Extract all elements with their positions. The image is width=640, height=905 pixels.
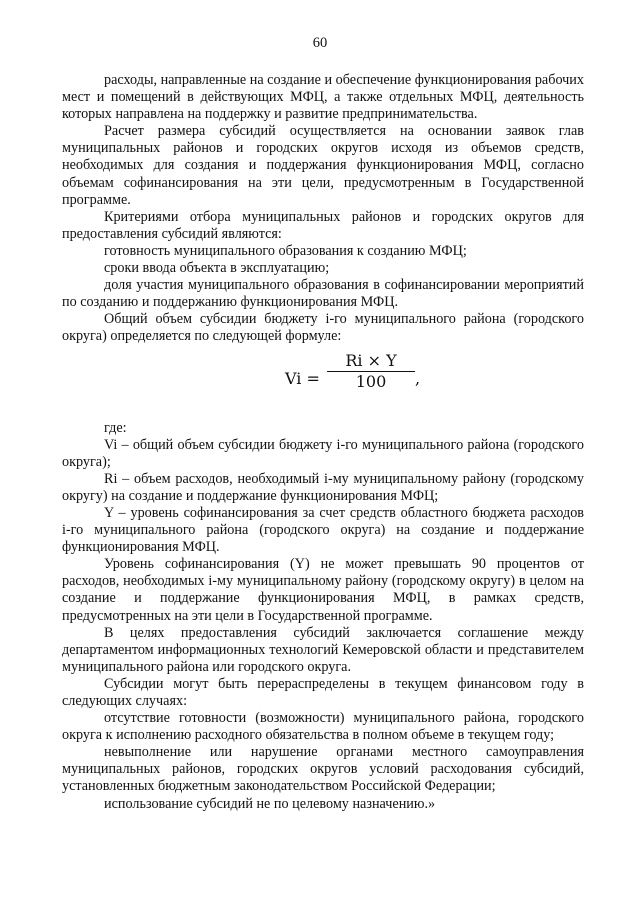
formula-lhs: Vi = — [285, 368, 320, 388]
subsidy-formula — [62, 346, 584, 420]
paragraph: Критериями отбора муниципальных районов и городских округов для предоставления субсидий являются: — [62, 208, 584, 242]
page-number: 60 — [312, 35, 328, 51]
paragraph: доля участия муниципального образования в софинансировании мероприятий по созданию и поддержанию функционирования МФЦ. — [62, 277, 584, 311]
paragraphs-after-formula — [62, 437, 584, 813]
paragraph: готовность муниципального образования к созданию МФЦ; — [104, 242, 467, 259]
paragraph: расходы, направленные на создание и обеспечение функционирования рабочих мест и помещений в действующих МФЦ, а также отдельных МФЦ, деятельность которых направлена на поддержку и развитие предпринимательства. — [62, 72, 584, 123]
where-label: где: — [104, 419, 127, 436]
formula-numerator: Ri × Y — [327, 352, 415, 372]
formula-denominator: 100 — [355, 371, 387, 391]
paragraph: Vi – общий объем субсидии бюджету i-го муниципального района (городского округа); — [62, 436, 584, 470]
formula-trailing: , — [415, 368, 421, 388]
paragraph: Расчет размера субсидий осуществляется на основании заявок глав муниципальных районов и городских округов исходя из объемов средств, необходимых для создания и поддержания функционирования МФЦ, согласно объемам софинансирования на эти цели, предусмотренным в Государственной программе. — [62, 123, 584, 208]
paragraph: использование субсидий не по целевому назначению.» — [104, 795, 436, 812]
paragraph: Уровень софинансирования (Y) не может превышать 90 процентов от расходов, необходимых i-му муниципальному району (городскому округу) в целом на создание и поддержание функционирования МФЦ, в рамках средств, предусмотренных на эти цели в Государственной программе. — [62, 556, 584, 624]
paragraph: Субсидии могут быть перераспределены в текущем финансовом году в следующих случаях: — [62, 675, 584, 709]
document-body — [62, 72, 584, 813]
paragraph: Общий объем субсидии бюджету i-го муниципального района (городского округа) определяется по следующей формуле: — [62, 311, 584, 345]
paragraph: В целях предоставления субсидий заключается соглашение между департаментом информационных технологий Кемеровской области и представителем муниципального района или городского округа. — [62, 624, 584, 675]
paragraph: Ri – объем расходов, необходимый i-му муниципальному району (городскому округу) на создание и поддержание функционирования МФЦ; — [62, 470, 584, 504]
paragraphs-before-formula — [62, 72, 584, 346]
paragraph: отсутствие готовности (возможности) муниципального района, городского округа к исполнению расходного обязательства в полном объеме в текущем году; — [62, 710, 584, 744]
paragraph: невыполнение или нарушение органами местного самоуправления муниципальных районов, городских округов условий расходования субсидий, установленных бюджетным законодательством Российской Федерации; — [62, 744, 584, 795]
paragraph: сроки ввода объекта в эксплуатацию; — [104, 260, 330, 277]
formula-fraction — [327, 352, 415, 390]
paragraph: Y – уровень софинансирования за счет средств областного бюджета расходов i-го муниципального района (городского округа) на создание и поддержание функционирования МФЦ. — [62, 504, 584, 556]
